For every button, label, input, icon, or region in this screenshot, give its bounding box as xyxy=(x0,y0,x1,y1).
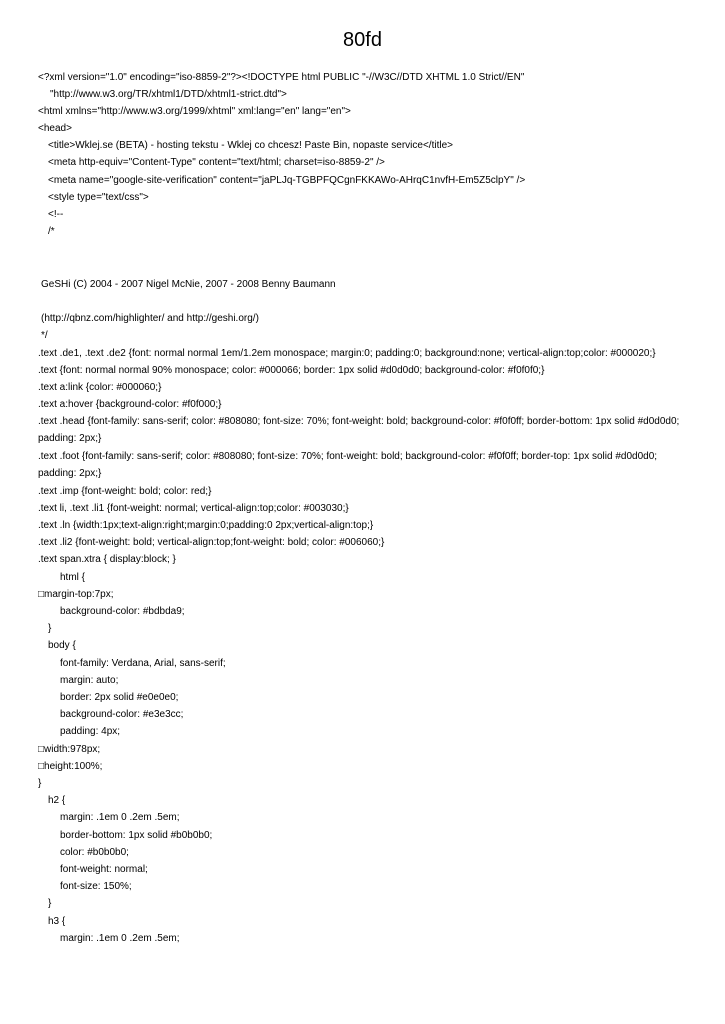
code-line: <!-- xyxy=(48,209,64,220)
code-line: .text .de1, .text .de2 {font: normal normal 1em/1.2em monospace; margin:0; padding:0; background:none; vertical-align:top;color: #000020;} xyxy=(38,348,656,359)
code-line: html { xyxy=(60,572,86,583)
code-line: /* xyxy=(48,226,55,237)
code-line: <meta name="google-site-verification" content="jaPLJq-TGBPFQCgnFKKAWo-AHrqC1nvfH-Em5Z5clpY" /> xyxy=(48,175,526,186)
code-line: font-size: 150%; xyxy=(60,881,132,892)
code-line: margin: auto; xyxy=(60,675,119,686)
code-line: h2 { xyxy=(48,795,66,806)
code-line: .text span.xtra { display:block; } xyxy=(38,554,176,565)
code-line: .text .imp {font-weight: bold; color: red;} xyxy=(38,486,212,497)
page-title: 80fd xyxy=(343,29,382,51)
code-line: } xyxy=(38,778,42,789)
code-line: padding: 4px; xyxy=(60,726,121,737)
code-line: <title>Wklej.se (BETA) - hosting tekstu - Wklej co chcesz! Paste Bin, nopaste service</title> xyxy=(48,140,453,151)
code-line: <head> xyxy=(38,123,72,134)
code-line: GeSHi (C) 2004 - 2007 Nigel McNie, 2007 - 2008 Benny Baumann xyxy=(41,279,336,290)
code-line: color: #b0b0b0; xyxy=(60,847,129,858)
code-line: <?xml version="1.0" encoding="iso-8859-2"?><!DOCTYPE html PUBLIC "-//W3C//DTD XHTML 1.0 Strict//EN" xyxy=(38,72,525,83)
code-line: □width:978px; xyxy=(38,744,101,755)
code-line: □height:100%; xyxy=(38,761,103,772)
code-line: .text .ln {width:1px;text-align:right;margin:0;padding:0 2px;vertical-align:top;} xyxy=(38,520,374,531)
code-line: background-color: #bdbda9; xyxy=(60,606,185,617)
code-line: .text .li2 {font-weight: bold; vertical-align:top;font-weight: bold; color: #006060;} xyxy=(38,537,385,548)
code-line: <meta http-equiv="Content-Type" content="text/html; charset=iso-8859-2" /> xyxy=(48,157,385,168)
code-line: "http://www.w3.org/TR/xhtml1/DTD/xhtml1-strict.dtd"> xyxy=(50,89,287,100)
code-line: body { xyxy=(48,640,76,651)
code-line: border-bottom: 1px solid #b0b0b0; xyxy=(60,830,213,841)
code-line: } xyxy=(48,623,52,634)
code-line: */ xyxy=(41,330,48,341)
code-line: .text {font: normal normal 90% monospace; color: #000066; border: 1px solid #d0d0d0; background-color: #f0f0f0;} xyxy=(38,365,545,376)
code-line: □margin-top:7px; xyxy=(38,589,114,600)
code-line: border: 2px solid #e0e0e0; xyxy=(60,692,179,703)
code-line: .text li, .text .li1 {font-weight: normal; vertical-align:top;color: #003030;} xyxy=(38,503,349,514)
code-line: .text a:hover {background-color: #f0f000;} xyxy=(38,399,222,410)
code-line: h3 { xyxy=(48,916,66,927)
code-line: margin: .1em 0 .2em .5em; xyxy=(60,933,180,944)
code-line: .text .foot {font-family: sans-serif; color: #808080; font-size: 70%; font-weight: bold; background-color: #f0f0ff; border-top: 1px solid #d0d0d0; padding: 2px;} xyxy=(38,451,658,479)
code-line: <html xmlns="http://www.w3.org/1999/xhtml" xml:lang="en" lang="en"> xyxy=(38,106,351,117)
code-line: (http://qbnz.com/highlighter/ and http://geshi.org/) xyxy=(41,313,259,324)
code-line: background-color: #e3e3cc; xyxy=(60,709,184,720)
code-line: .text .head {font-family: sans-serif; color: #808080; font-size: 70%; font-weight: bold; background-color: #f0f0ff; border-bottom: 1px solid #d0d0d0; padding: 2px;} xyxy=(38,416,680,444)
code-line: margin: .1em 0 .2em .5em; xyxy=(60,812,180,823)
code-line: <style type="text/css"> xyxy=(48,192,149,203)
code-line: font-weight: normal; xyxy=(60,864,148,875)
code-line: } xyxy=(48,898,52,909)
code-line: .text a:link {color: #000060;} xyxy=(38,382,162,393)
code-line: font-family: Verdana, Arial, sans-serif; xyxy=(60,658,226,669)
